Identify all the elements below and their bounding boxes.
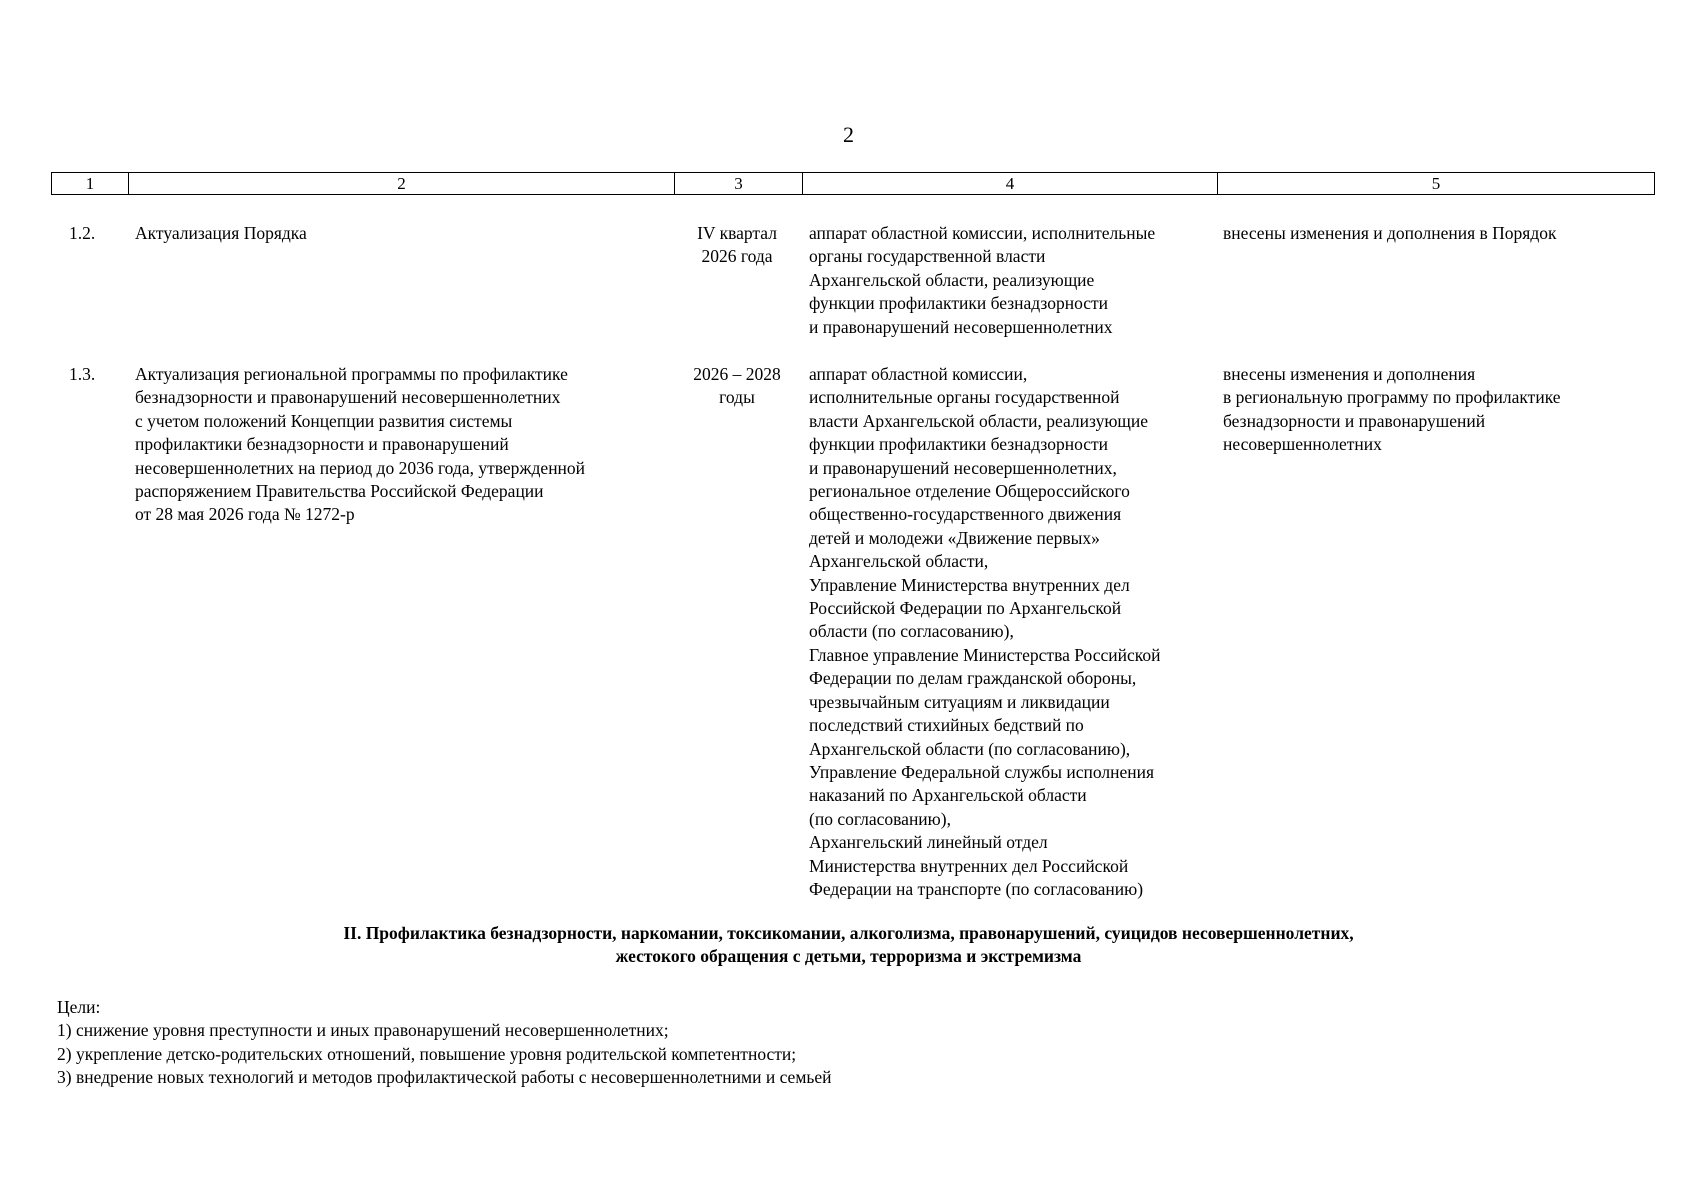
activity-name-line: Актуализация региональной программы по профилактике bbox=[135, 364, 568, 384]
goal-item: 1) снижение уровня преступности и иных правонарушений несовершеннолетних; bbox=[57, 1020, 669, 1041]
activity-name-line: Актуализация Порядка bbox=[135, 223, 307, 243]
responsible-line: исполнительные органы государственной bbox=[809, 387, 1120, 408]
column-number-4: 4 bbox=[803, 173, 1218, 194]
responsible-line: последствий стихийных бедствий по bbox=[809, 715, 1084, 736]
activity-name-line: несовершеннолетних на период до 2036 года, утвержденной bbox=[135, 457, 586, 478]
goals-heading: Цели: bbox=[57, 997, 101, 1017]
responsible-line: функции профилактики безнадзорности bbox=[809, 434, 1109, 455]
goal-item: 3) внедрение новых технологий и методов профилактической работы с несовершеннолетними и семьей bbox=[57, 1067, 832, 1088]
responsible-line: Министерства внутренних дел Российской bbox=[809, 855, 1129, 876]
activity-name bbox=[135, 222, 675, 245]
activity-term-line: 2026 года bbox=[701, 246, 773, 267]
responsible-line: общественно-государственного движения bbox=[809, 504, 1122, 525]
expected-result bbox=[1223, 222, 1643, 245]
activity-term-line: годы bbox=[719, 387, 755, 408]
responsible-line: функции профилактики безнадзорности bbox=[809, 293, 1109, 314]
responsible-line: области (по согласованию), bbox=[809, 621, 1014, 642]
responsible-line: власти Архангельской области, реализующие bbox=[809, 410, 1149, 431]
section-title-line: II. Профилактика безнадзорности, наркомании, токсикомании, алкоголизма, правонарушений, суицидов несовершеннолетних, bbox=[343, 923, 1354, 943]
activity-term-line: IV квартал bbox=[697, 223, 777, 243]
responsible-line: Федерации по делам гражданской обороны, bbox=[809, 668, 1137, 689]
responsible-line: наказаний по Архангельской области bbox=[809, 785, 1087, 806]
responsible-line: Архангельской области, bbox=[809, 551, 989, 572]
result-line: несовершеннолетних bbox=[1223, 434, 1382, 455]
responsible-line: и правонарушений несовершеннолетних bbox=[809, 316, 1113, 337]
result-line: внесены изменения и дополнения в Порядок bbox=[1223, 223, 1557, 243]
column-number-3: 3 bbox=[675, 173, 803, 194]
column-number-5: 5 bbox=[1431, 174, 1441, 193]
responsible-line: аппарат областной комиссии, исполнительные bbox=[809, 223, 1156, 243]
activity-name-line: распоряжением Правительства Российской Федерации bbox=[135, 481, 544, 502]
activity-term bbox=[681, 222, 793, 269]
responsible-line: (по согласованию), bbox=[809, 808, 951, 829]
row-number: 1.3. bbox=[69, 364, 96, 384]
result-line: безнадзорности и правонарушений bbox=[1223, 410, 1486, 431]
responsible-line: Управление Федеральной службы исполнения bbox=[809, 761, 1154, 782]
responsible-line: и правонарушений несовершеннолетних, bbox=[809, 457, 1117, 478]
activity-name-line: от 28 мая 2026 года № 1272-р bbox=[135, 504, 355, 525]
section-title-line: жестокого обращения с детьми, терроризма и экстремизма bbox=[615, 946, 1082, 967]
responsible-executors bbox=[809, 363, 1229, 901]
responsible-line: региональное отделение Общероссийского bbox=[809, 481, 1130, 502]
responsible-line: Архангельской области (по согласованию), bbox=[809, 738, 1131, 759]
responsible-line: чрезвычайным ситуациям и ликвидации bbox=[809, 691, 1110, 712]
responsible-executors bbox=[809, 222, 1229, 339]
row-number: 1.2. bbox=[69, 223, 96, 243]
responsible-line: Архангельский линейный отдел bbox=[809, 832, 1048, 853]
result-line: в региональную программу по профилактике bbox=[1223, 387, 1561, 408]
activity-name-line: с учетом положений Концепции развития системы bbox=[135, 410, 513, 431]
responsible-line: Управление Министерства внутренних дел bbox=[809, 574, 1130, 595]
section-title bbox=[0, 922, 1697, 969]
responsible-line: органы государственной власти bbox=[809, 246, 1046, 267]
goals-block bbox=[57, 996, 1617, 1090]
expected-result bbox=[1223, 363, 1643, 457]
activity-name bbox=[135, 363, 675, 527]
activity-term bbox=[681, 363, 793, 410]
activity-name-line: безнадзорности и правонарушений несовершеннолетних bbox=[135, 387, 561, 408]
responsible-line: Главное управление Министерства Российской bbox=[809, 644, 1161, 665]
responsible-line: аппарат областной комиссии, bbox=[809, 364, 1028, 384]
responsible-line: детей и молодежи «Движение первых» bbox=[809, 527, 1100, 548]
responsible-line: Архангельской области, реализующие bbox=[809, 269, 1095, 290]
activity-term-line: 2026 – 2028 bbox=[693, 364, 781, 384]
page-number: 2 bbox=[843, 122, 854, 147]
activity-name-line: профилактики безнадзорности и правонарушений bbox=[135, 434, 509, 455]
goal-item: 2) укрепление детско-родительских отношений, повышение уровня родительской компетентности; bbox=[57, 1043, 797, 1064]
responsible-line: Федерации на транспорте (по согласованию) bbox=[809, 878, 1144, 899]
responsible-line: Российской Федерации по Архангельской bbox=[809, 598, 1122, 619]
column-number-1: 1 bbox=[52, 173, 129, 194]
table-column-numbers bbox=[51, 172, 1655, 195]
column-number-2: 2 bbox=[129, 173, 675, 194]
result-line: внесены изменения и дополнения bbox=[1223, 364, 1476, 384]
